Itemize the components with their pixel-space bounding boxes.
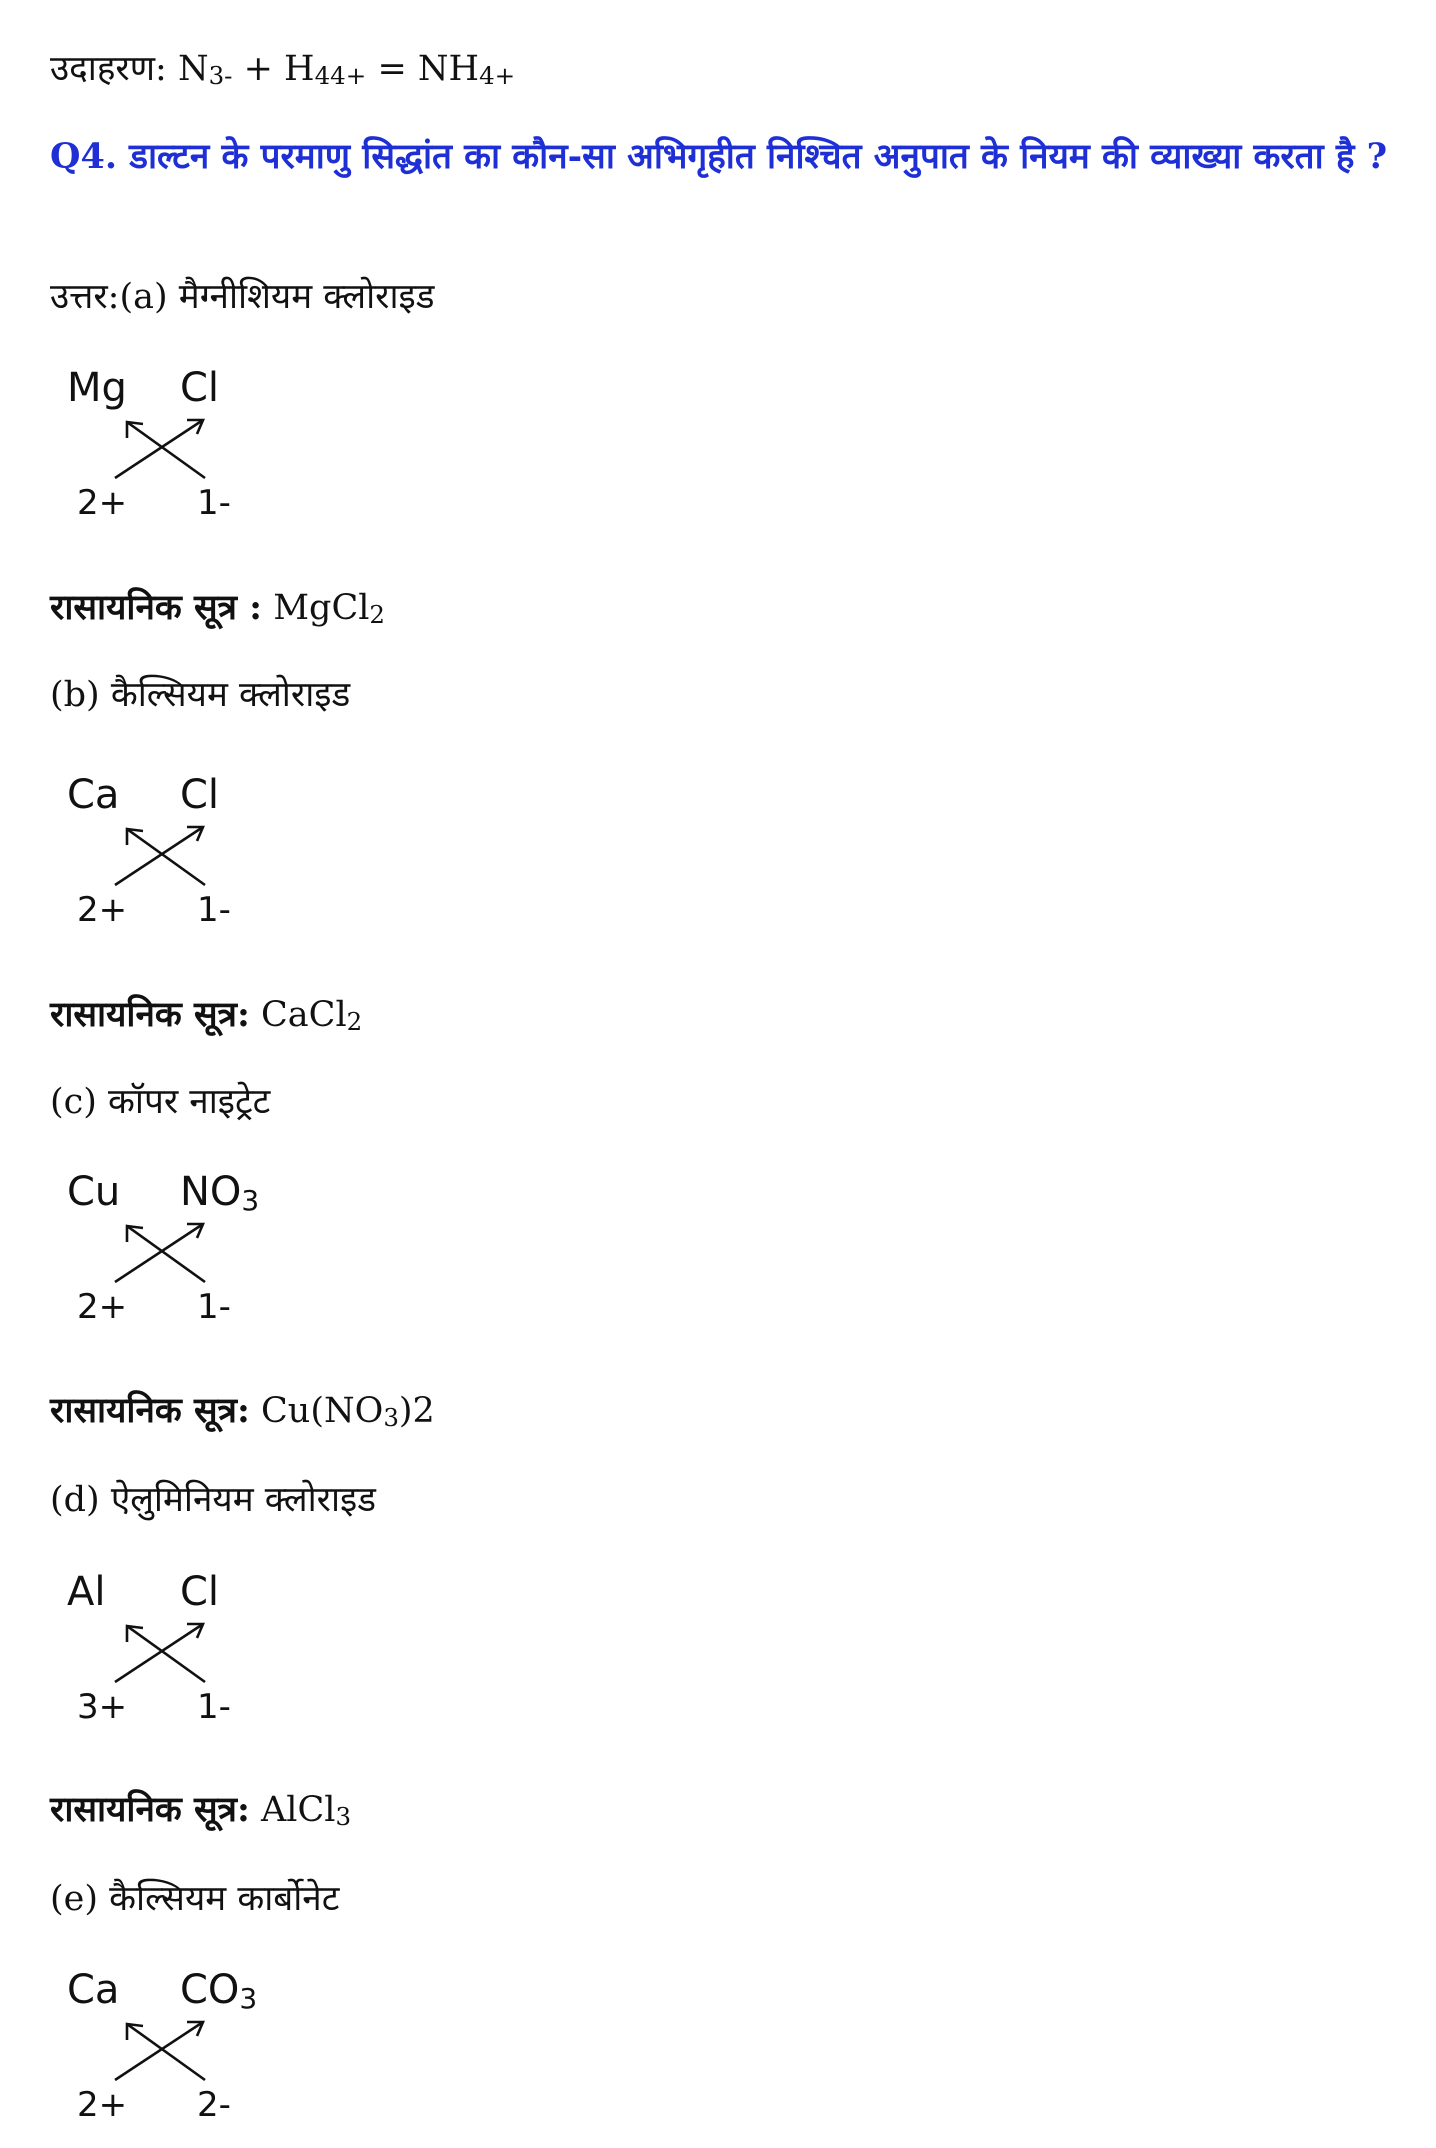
- question-heading: [50, 132, 1390, 183]
- item-b-right-valency: 1-: [197, 890, 231, 930]
- item-b-crisscross-diagram: [55, 772, 275, 935]
- item-c-left-element: Cu: [67, 1169, 121, 1215]
- item-d-formula: रासायनिक सूत्र: AlCl3: [50, 1789, 352, 1832]
- item-a-left-valency: 2+: [77, 483, 128, 523]
- item-a-label: (a) मैग्नीशियम क्लोराइड: [119, 277, 435, 317]
- example-equation: [50, 49, 516, 91]
- item-d-crisscross-diagram: [55, 1569, 275, 1732]
- item-a-formula: रासायनिक सूत्र : MgCl2: [50, 587, 386, 630]
- example-eq: = NH: [377, 49, 480, 89]
- question-number: Q4.: [50, 136, 118, 177]
- item-c-right-element: NO3: [180, 1169, 260, 1218]
- item-b-heading: [50, 675, 351, 715]
- answer-label: उत्तर:: [50, 277, 120, 317]
- item-c-heading: [50, 1082, 271, 1122]
- item-d-right-element: Cl: [180, 1569, 220, 1615]
- item-b-left-valency: 2+: [77, 890, 128, 930]
- item-e-left-valency: 2+: [77, 2085, 128, 2125]
- example-nh-sub: 4+: [479, 61, 516, 91]
- example-h-sub: 44+: [314, 61, 367, 91]
- item-d-left-valency: 3+: [77, 1687, 128, 1727]
- item-a-left-element: Mg: [67, 365, 127, 411]
- item-e-heading: [50, 1879, 340, 1919]
- item-c-label: (c) कॉपर नाइट्रेट: [50, 1082, 271, 1122]
- item-e-right-element: CO3: [180, 1967, 258, 2016]
- question-text: डाल्टन के परमाणु सिद्धांत का कौन-सा अभिगृहीत निश्चित अनुपात के नियम की व्याख्या करता है ?: [129, 136, 1388, 177]
- item-a-crisscross-diagram: [55, 365, 275, 528]
- item-d-right-valency: 1-: [197, 1687, 231, 1727]
- item-d-heading: [50, 1480, 376, 1520]
- item-e-left-element: Ca: [67, 1967, 120, 2013]
- item-e-right-valency: 2-: [197, 2085, 231, 2125]
- example-plus: + H: [243, 49, 315, 89]
- item-d-label: (d) ऐलुमिनियम क्लोराइड: [50, 1480, 376, 1520]
- item-c-formula: रासायनिक सूत्र: Cu(NO3)2: [50, 1390, 435, 1433]
- item-d-left-element: Al: [67, 1569, 106, 1615]
- item-e-crisscross-diagram: [55, 1967, 275, 2130]
- item-b-left-element: Ca: [67, 772, 120, 818]
- item-c-left-valency: 2+: [77, 1287, 128, 1327]
- example-label: उदाहरण:: [50, 49, 167, 89]
- item-c-crisscross-diagram: [55, 1169, 275, 1332]
- item-a-heading: [50, 277, 435, 317]
- item-a-right-valency: 1-: [197, 483, 231, 523]
- example-n: N: [177, 49, 209, 89]
- item-a-right-element: Cl: [180, 365, 220, 411]
- item-b-right-element: Cl: [180, 772, 220, 818]
- item-c-right-valency: 1-: [197, 1287, 231, 1327]
- arrow-up-left: [127, 422, 205, 478]
- example-n-sub: 3-: [208, 61, 233, 91]
- item-b-label: (b) कैल्सियम क्लोराइड: [50, 675, 351, 715]
- item-e-label: (e) कैल्सियम कार्बोनेट: [50, 1879, 340, 1919]
- item-b-formula: रासायनिक सूत्र: CaCl2: [50, 994, 363, 1037]
